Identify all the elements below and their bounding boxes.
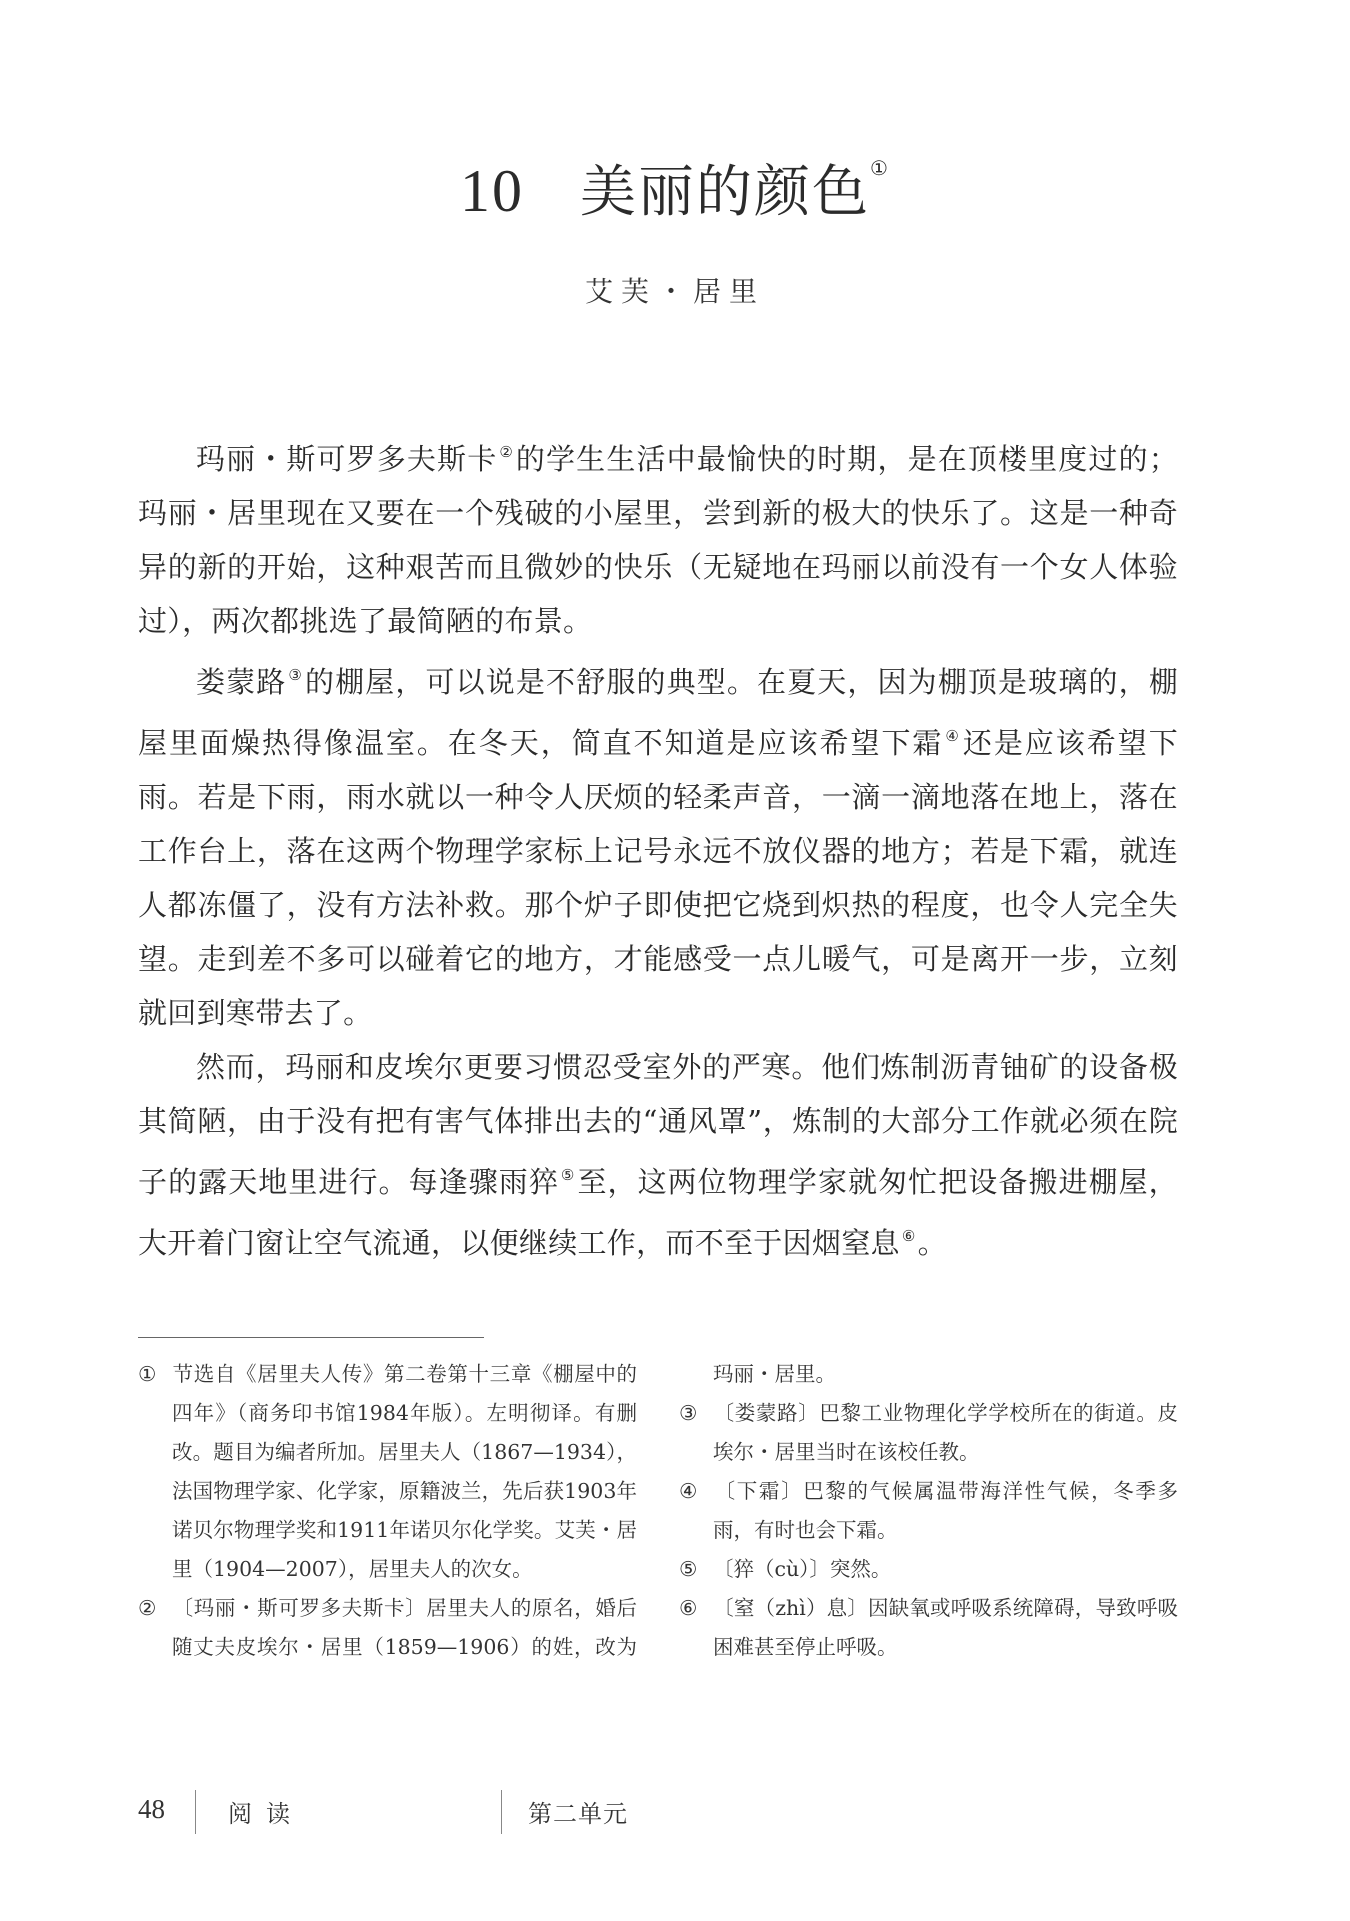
paragraph-1: 玛丽・斯可罗多夫斯卡 ②的学生生活中最愉快的时期，是在顶楼里度过的；玛丽・居里现在又要在一个残破的小屋里，尝到新的极大的快乐了。这是一种奇异的新的开始，这种艰苦而且微妙的快乐（无疑地在玛丽以前没有一个女人体验过），两次都挑选了最简陋的布景。 <box>138 442 1178 638</box>
author-name: 艾芙・居里 <box>584 275 765 308</box>
unit-label: 第二单元 <box>528 1800 628 1828</box>
footnote-text: 〔玛丽・斯可罗多夫斯卡〕居里夫人的原名，婚后随丈夫皮埃尔・居里（1859—1906）的姓，改为玛丽・居里。 <box>172 1362 836 1659</box>
footnote-marker: ① <box>138 1362 157 1386</box>
footnote-marker: ② <box>138 1596 157 1620</box>
footnote-ref-6[interactable]: ⑥ <box>901 1227 916 1245</box>
footnote-text: 节选自《居里夫人传》第二卷第十三章《棚屋中的四年》（商务印书馆1984年版）。左明彻译。有删改。题目为编者所加。居里夫人（1867—1934），法国物理学家、化学家，原籍波兰，先后获1903年诺贝尔物理学奖和1911年诺贝尔化学奖。艾芙・居里（1904—2007），居里夫人的次女。 <box>172 1362 637 1581</box>
footnote-5 <box>679 1550 1178 1589</box>
paragraph-2: 娄蒙路 ③的棚屋，可以说是不舒服的典型。在夏天，因为棚顶是玻璃的，棚屋里面燥热得像温室。在冬天，简直不知道是应该希望下霜 ④还是应该希望下雨。若是下雨，雨水就以一种令人厌烦的轻柔声音，一滴一滴地落在地上，落在工作台上，落在这两个物理学家标上记号永远不放仪器的地方；若是下霜，就连人都冻僵了，没有方法补救。那个炉子即使把它烧到炽热的程度，也令人完全失望。走到差不多可以碰着它的地方，才能感受一点儿暖气，可是离开一步，立刻就回到寒带去了。 <box>138 665 1179 1030</box>
footnote-text: 〔娄蒙路〕巴黎工业物理化学学校所在的街道。皮埃尔・居里当时在该校任教。 <box>713 1401 1178 1464</box>
page-footer <box>138 1790 938 1834</box>
title-footnote-ref[interactable]: ① <box>870 156 890 180</box>
footnote-marker: ③ <box>679 1401 698 1425</box>
footnote-ref-4[interactable]: ④ <box>945 727 961 745</box>
footnote-text: 〔窒（zhì）息〕因缺氧或呼吸系统障碍，导致呼吸困难甚至停止呼吸。 <box>713 1596 1178 1659</box>
footnote-divider <box>138 1337 484 1338</box>
footnote-marker: ⑤ <box>679 1557 698 1581</box>
title-text: 美丽的颜色 <box>580 160 871 225</box>
footer-divider <box>501 1790 502 1834</box>
page-number: 48 <box>138 1794 165 1824</box>
footnote-ref-5[interactable]: ⑤ <box>560 1166 576 1184</box>
lesson-title <box>0 148 1350 228</box>
footnote-ref-3[interactable]: ③ <box>288 666 303 684</box>
section-label: 阅读 <box>228 1800 304 1828</box>
footnote-3 <box>679 1394 1178 1472</box>
footnote-ref-2[interactable]: ② <box>499 443 514 461</box>
lesson-number: 10 <box>460 158 525 224</box>
footnote-6 <box>679 1589 1178 1667</box>
footnotes <box>138 1355 1178 1667</box>
footnote-marker: ④ <box>679 1479 698 1503</box>
footnote-1 <box>138 1355 637 1589</box>
footnote-text: 〔猝（cù）〕突然。 <box>713 1557 892 1581</box>
footnote-4 <box>679 1472 1178 1550</box>
footnote-marker: ⑥ <box>679 1596 698 1620</box>
paragraph-3: 然而，玛丽和皮埃尔更要习惯忍受室外的严寒。他们炼制沥青铀矿的设备极其简陋，由于没有把有害气体排出去的“通风罩”，炼制的大部分工作就必须在院子的露天地里进行。每逢骤雨猝 ⑤至，这两位物理学家就匆忙把设备搬进棚屋，大开着门窗让空气流通，以便继续工作，而不至于因烟窒息 ⑥。 <box>138 1050 1178 1260</box>
footnote-text: 〔下霜〕巴黎的气候属温带海洋性气候，冬季多雨，有时也会下霜。 <box>713 1479 1178 1542</box>
footer-divider <box>195 1790 196 1834</box>
article-body <box>138 425 1178 1270</box>
